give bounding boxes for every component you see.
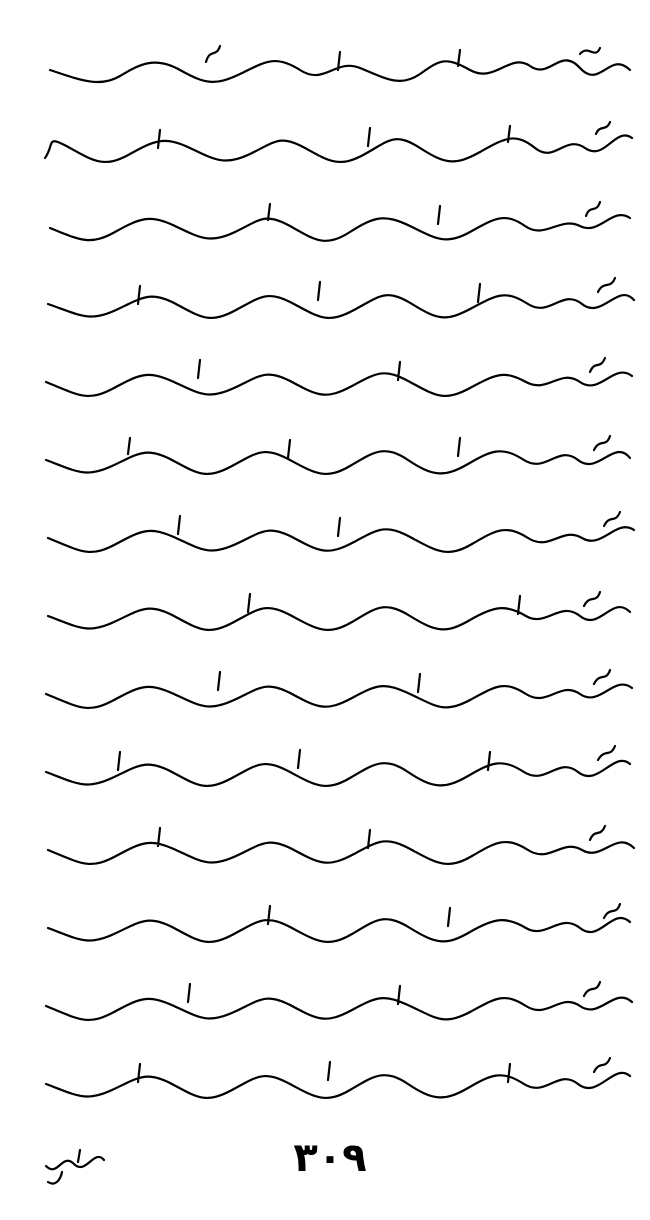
handwritten-line-14 [40,1054,636,1112]
handwritten-line-2 [40,118,636,176]
handwritten-line-13 [40,976,636,1034]
handwritten-line-6 [40,430,636,488]
handwritten-line-3 [40,196,636,254]
handwritten-line-12 [40,898,636,956]
handwritten-line-7 [40,508,636,566]
handwritten-line-4 [40,274,636,332]
catchword [40,1142,110,1192]
handwritten-line-10 [40,742,636,800]
handwritten-line-8 [40,586,636,644]
page-number: ۳۰۹ [293,1135,367,1181]
handwritten-line-9 [40,664,636,722]
handwritten-line-1 [40,40,636,98]
handwritten-line-5 [40,352,636,410]
handwritten-line-11 [40,820,636,878]
